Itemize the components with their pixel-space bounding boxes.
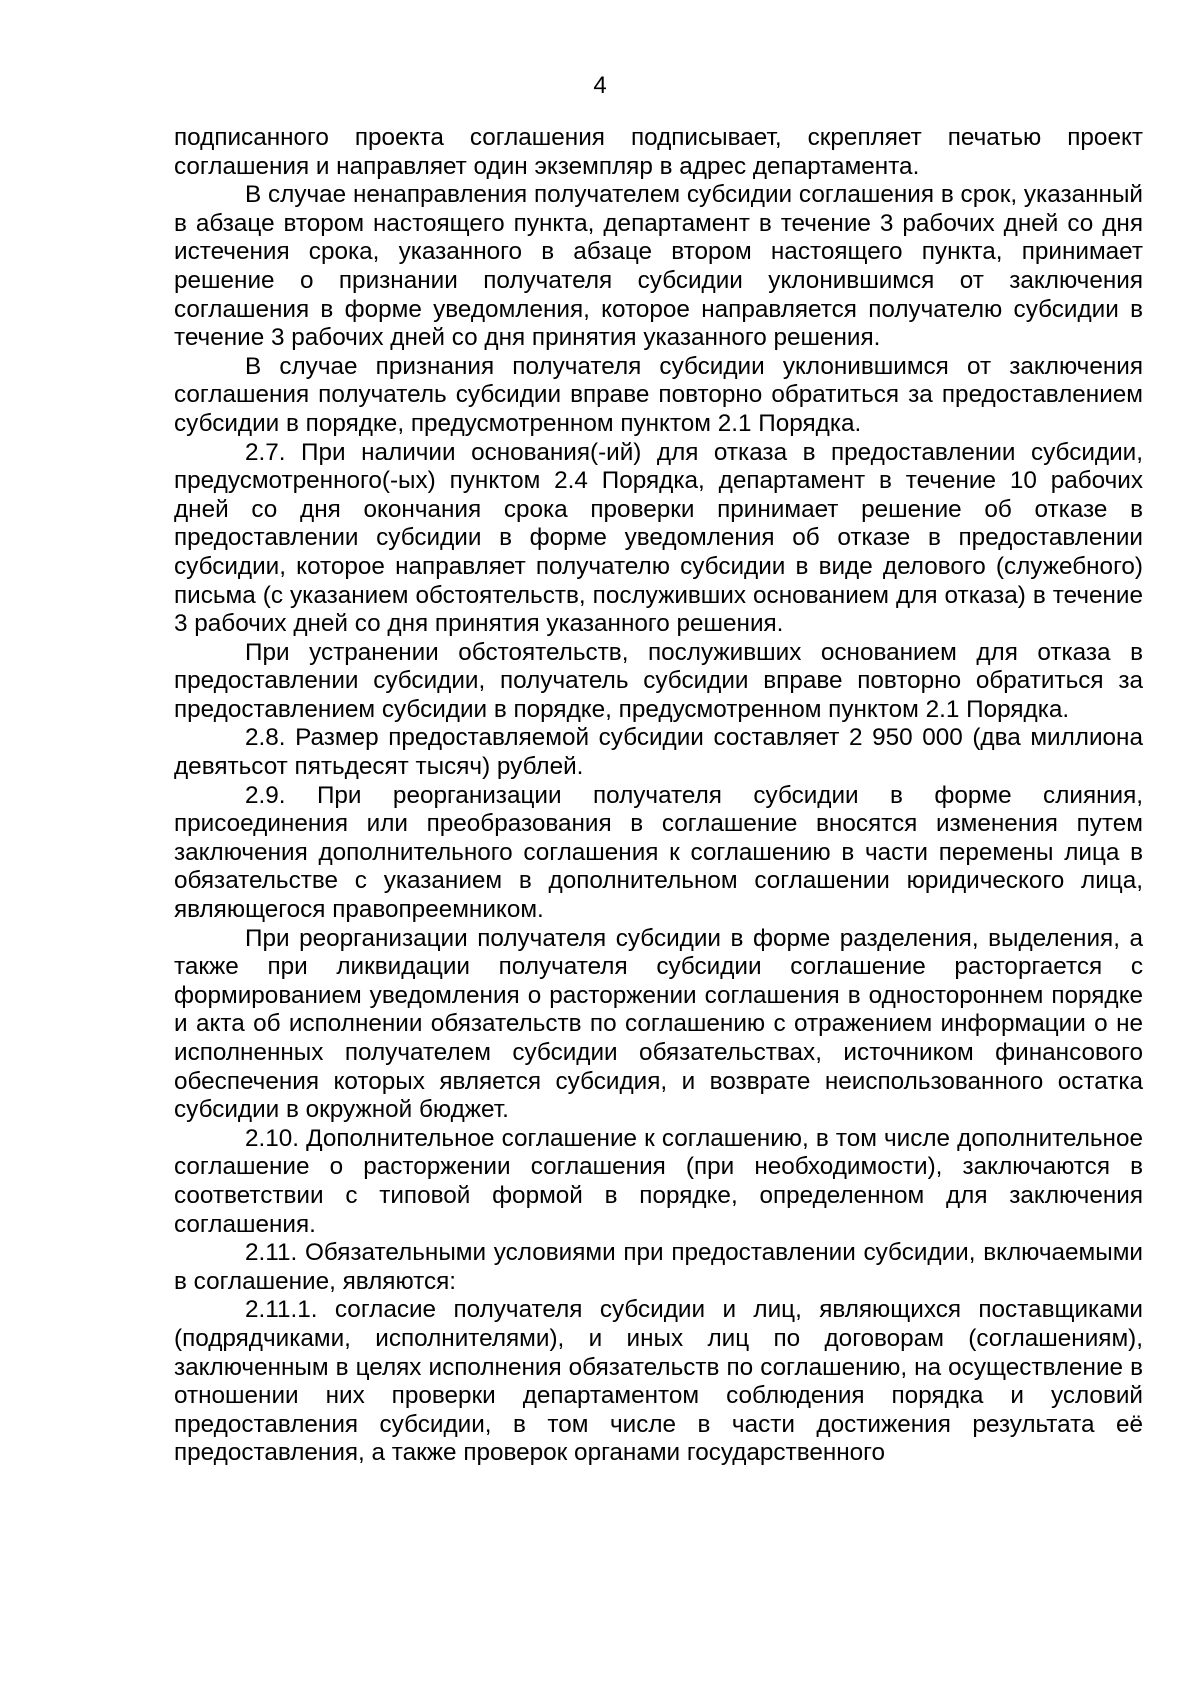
- clause-2-10: 2.10. Дополнительное соглашение к соглашению, в том числе дополнительное соглашение о расторжении соглашения (при необходимости), заключаются в соответствии с типовой формой в порядке, определенном для заключения соглашения.: [174, 1124, 1143, 1238]
- paragraph-continuation: подписанного проекта соглашения подписывает, скрепляет печатью проект соглашения и направляет один экземпляр в адрес департамента.: [174, 124, 1143, 180]
- clause-2-7: 2.7. При наличии основания(-ий) для отказа в предоставлении субсидии, предусмотренного(-ых) пунктом 2.4 Порядка, департамент в течение 10 рабочих дней со дня окончания срока проверки принимает решение об отказе в предоставлении субсидии в форме уведомления об отказе в предоставлении субсидии, которое направляет получателю субсидии в виде делового (служебного) письма (с указанием обстоятельств, послуживших основанием для отказа) в течение 3 рабочих дней со дня принятия указанного решения.: [174, 438, 1143, 638]
- paragraph-non-submission: В случае ненаправления получателем субсидии соглашения в срок, указанный в абзаце втором настоящего пункта, департамент в течение 3 рабочих дней со дня истечения срока, указанного в абзаце втором настоящего пункта, принимает решение о признании получателя субсидии уклонившимся от заключения соглашения в форме уведомления, которое направляется получателю субсидии в течение 3 рабочих дней со дня принятия указанного решения.: [174, 181, 1143, 352]
- page-number: 4: [593, 72, 607, 99]
- paragraph-reapply: В случае признания получателя субсидии уклонившимся от заключения соглашения получатель субсидии вправе повторно обратиться за предоставлением субсидии в порядке, предусмотренном пунктом 2.1 Порядка.: [174, 352, 1143, 437]
- clause-2-11: 2.11. Обязательными условиями при предоставлении субсидии, включаемыми в соглашение, являются:: [174, 1239, 1143, 1295]
- clause-2-11-1: 2.11.1. согласие получателя субсидии и лиц, являющихся поставщиками (подрядчиками, исполнителями), и иных лиц по договорам (соглашениям), заключенным в целях исполнения обязательств по соглашению, на осуществление в отношении них проверки департаментом соблюдения порядка и условий предоставления субсидии, в том числе в части достижения результата её предоставления, а также проверок органами государственного: [174, 1296, 1143, 1467]
- paragraph-reorganization-termination: При реорганизации получателя субсидии в форме разделения, выделения, а также при ликвидации получателя субсидии соглашение расторгается с формированием уведомления о расторжении соглашения в одностороннем порядке и акта об исполнении обязательств по соглашению с отражением информации о не исполненных получателем субсидии обязательствах, источником финансового обеспечения которых является субсидия, и возврате неиспользованного остатка субсидии в окружной бюджет.: [174, 924, 1143, 1124]
- clause-2-9: 2.9. При реорганизации получателя субсидии в форме слияния, присоединения или преобразования в соглашение вносятся изменения путем заключения дополнительного соглашения к соглашению в части перемены лица в обязательстве с указанием в дополнительном соглашении юридического лица, являющегося правопреемником.: [174, 781, 1143, 924]
- paragraph-remedy: При устранении обстоятельств, послуживших основанием для отказа в предоставлении субсидии, получатель субсидии вправе повторно обратиться за предоставлением субсидии в порядке, предусмотренном пунктом 2.1 Порядка.: [174, 638, 1143, 723]
- document-body: [174, 124, 1143, 1468]
- clause-2-8: 2.8. Размер предоставляемой субсидии составляет 2 950 000 (два миллиона девятьсот пятьдесят тысяч) рублей.: [174, 724, 1143, 781]
